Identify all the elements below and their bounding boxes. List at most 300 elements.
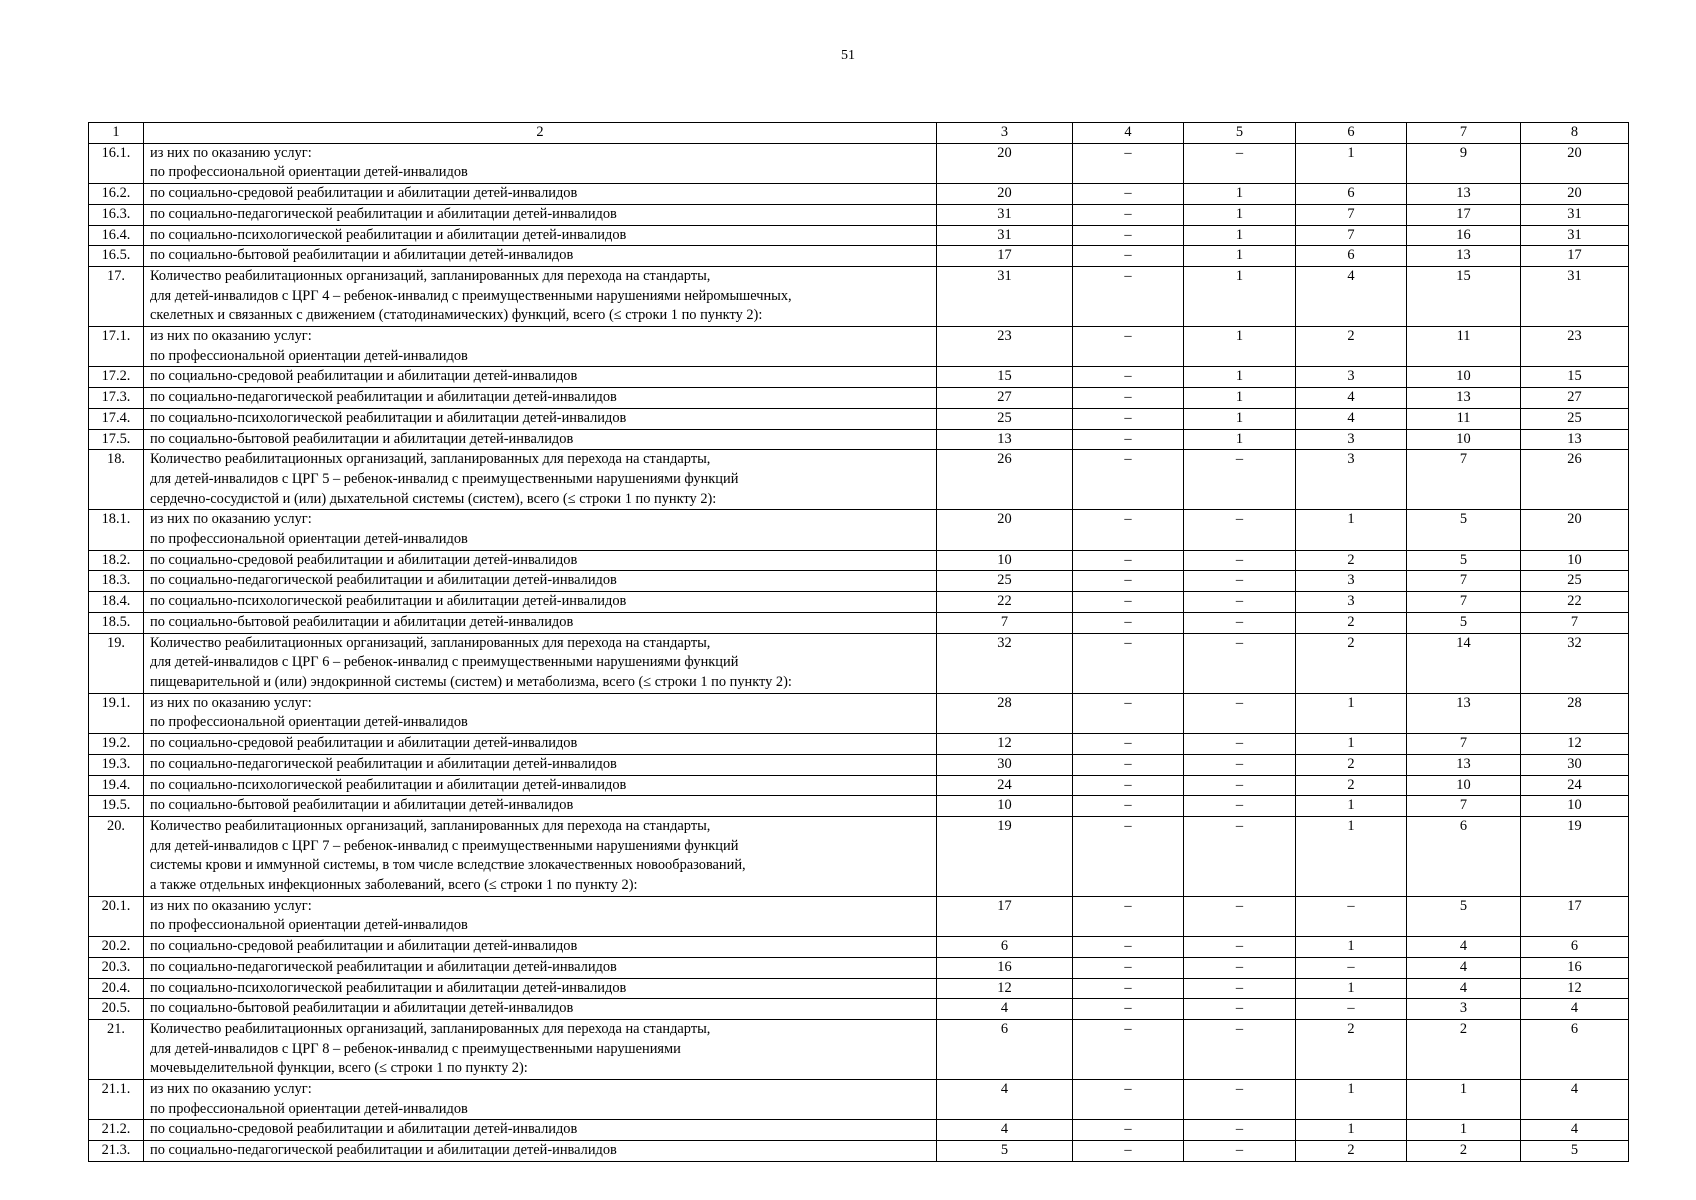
value-cell-col-3: 12: [937, 734, 1073, 755]
table-row: [89, 592, 1629, 613]
value-cell-col-7: 5: [1407, 510, 1521, 550]
value-cell-col-4: –: [1073, 266, 1184, 326]
value-cell-col-8: 30: [1521, 754, 1629, 775]
description-line: для детей-инвалидов с ЦРГ 5 – ребенок-инвалид с преимущественными нарушениями функций: [150, 470, 739, 487]
description-line: по социально-средовой реабилитации и абилитации детей-инвалидов: [150, 368, 578, 385]
description-cell: [144, 143, 937, 183]
value-cell-col-3: 23: [937, 327, 1073, 367]
value-cell-col-3: 24: [937, 775, 1073, 796]
value-cell-col-5: –: [1184, 592, 1296, 613]
description-cell: [144, 1019, 937, 1079]
value-cell-col-5: –: [1184, 612, 1296, 633]
description-cell: [144, 1141, 937, 1162]
value-cell-col-4: –: [1073, 550, 1184, 571]
value-cell-col-3: 30: [937, 754, 1073, 775]
value-cell-col-5: 1: [1184, 367, 1296, 388]
value-cell-col-7: 7: [1407, 734, 1521, 755]
value-cell-col-7: 1: [1407, 1120, 1521, 1141]
value-cell-col-6: 2: [1296, 327, 1407, 367]
row-number-cell: 21.3.: [89, 1141, 144, 1162]
value-cell-col-7: 11: [1407, 327, 1521, 367]
value-cell-col-7: 2: [1407, 1019, 1521, 1079]
value-cell-col-4: –: [1073, 816, 1184, 896]
value-cell-col-8: 4: [1521, 1080, 1629, 1120]
value-cell-col-4: –: [1073, 796, 1184, 817]
description-line: из них по оказанию услуг:: [150, 144, 312, 161]
description-line: из них по оказанию услуг:: [150, 328, 312, 345]
table-row: [89, 429, 1629, 450]
row-number-cell: 17.3.: [89, 388, 144, 409]
value-cell-col-5: –: [1184, 978, 1296, 999]
value-cell-col-6: 3: [1296, 367, 1407, 388]
table-row: [89, 367, 1629, 388]
description-line: по профессиональной ориентации детей-инвалидов: [150, 714, 468, 731]
description-cell: [144, 571, 937, 592]
value-cell-col-5: –: [1184, 450, 1296, 510]
value-cell-col-8: 10: [1521, 550, 1629, 571]
value-cell-col-4: –: [1073, 204, 1184, 225]
value-cell-col-5: 1: [1184, 327, 1296, 367]
value-cell-col-3: 31: [937, 266, 1073, 326]
table-row: [89, 266, 1629, 326]
description-line: по социально-средовой реабилитации и абилитации детей-инвалидов: [150, 185, 578, 202]
value-cell-col-5: 1: [1184, 225, 1296, 246]
description-line: по социально-средовой реабилитации и абилитации детей-инвалидов: [150, 938, 578, 955]
value-cell-col-6: 1: [1296, 937, 1407, 958]
value-cell-col-7: 7: [1407, 571, 1521, 592]
value-cell-col-4: –: [1073, 1120, 1184, 1141]
description-cell: [144, 266, 937, 326]
column-header: 3: [937, 123, 1073, 144]
table-row: [89, 408, 1629, 429]
value-cell-col-4: –: [1073, 775, 1184, 796]
row-number-cell: 20.: [89, 816, 144, 896]
value-cell-col-3: 26: [937, 450, 1073, 510]
value-cell-col-6: 2: [1296, 633, 1407, 693]
description-cell: [144, 896, 937, 936]
value-cell-col-3: 16: [937, 957, 1073, 978]
value-cell-col-5: 1: [1184, 266, 1296, 326]
value-cell-col-4: –: [1073, 388, 1184, 409]
value-cell-col-7: 13: [1407, 388, 1521, 409]
value-cell-col-6: 4: [1296, 388, 1407, 409]
table-row: [89, 510, 1629, 550]
value-cell-col-5: –: [1184, 571, 1296, 592]
description-cell: [144, 937, 937, 958]
row-number-cell: 19.2.: [89, 734, 144, 755]
value-cell-col-8: 17: [1521, 896, 1629, 936]
description-cell: [144, 754, 937, 775]
row-number-cell: 21.1.: [89, 1080, 144, 1120]
value-cell-col-7: 15: [1407, 266, 1521, 326]
description-cell: [144, 408, 937, 429]
value-cell-col-6: 6: [1296, 246, 1407, 267]
value-cell-col-8: 7: [1521, 612, 1629, 633]
table-row: [89, 1141, 1629, 1162]
description-line: Количество реабилитационных организаций, запланированных для перехода на стандарты,: [150, 267, 711, 284]
value-cell-col-5: –: [1184, 796, 1296, 817]
description-line: сердечно-сосудистой и (или) дыхательной системы (систем), всего (≤ строки 1 по пункту 2):: [150, 490, 717, 507]
value-cell-col-4: –: [1073, 246, 1184, 267]
table-row: [89, 978, 1629, 999]
value-cell-col-7: 1: [1407, 1080, 1521, 1120]
value-cell-col-3: 31: [937, 204, 1073, 225]
value-cell-col-4: –: [1073, 143, 1184, 183]
description-line: по профессиональной ориентации детей-инвалидов: [150, 164, 468, 181]
value-cell-col-7: 13: [1407, 246, 1521, 267]
description-line: мочевыделительной функции, всего (≤ строки 1 по пункту 2):: [150, 1060, 528, 1077]
description-line: по социально-бытовой реабилитации и абилитации детей-инвалидов: [150, 797, 574, 814]
value-cell-col-3: 22: [937, 592, 1073, 613]
description-line: из них по оказанию услуг:: [150, 511, 312, 528]
table-row: [89, 796, 1629, 817]
value-cell-col-5: 1: [1184, 184, 1296, 205]
description-line: по социально-педагогической реабилитации и абилитации детей-инвалидов: [150, 205, 617, 222]
value-cell-col-4: –: [1073, 510, 1184, 550]
description-line: Количество реабилитационных организаций, запланированных для перехода на стандарты,: [150, 817, 711, 834]
value-cell-col-7: 16: [1407, 225, 1521, 246]
row-number-cell: 20.2.: [89, 937, 144, 958]
description-line: по социально-бытовой реабилитации и абилитации детей-инвалидов: [150, 247, 574, 264]
value-cell-col-8: 24: [1521, 775, 1629, 796]
row-number-cell: 17.: [89, 266, 144, 326]
description-line: Количество реабилитационных организаций, запланированных для перехода на стандарты,: [150, 1020, 711, 1037]
value-cell-col-4: –: [1073, 571, 1184, 592]
value-cell-col-3: 31: [937, 225, 1073, 246]
value-cell-col-8: 31: [1521, 266, 1629, 326]
value-cell-col-8: 22: [1521, 592, 1629, 613]
value-cell-col-8: 31: [1521, 225, 1629, 246]
description-cell: [144, 1080, 937, 1120]
description-line: по социально-бытовой реабилитации и абилитации детей-инвалидов: [150, 430, 574, 447]
value-cell-col-5: –: [1184, 1141, 1296, 1162]
value-cell-col-8: 27: [1521, 388, 1629, 409]
table-row: [89, 896, 1629, 936]
value-cell-col-8: 23: [1521, 327, 1629, 367]
table-row: [89, 999, 1629, 1020]
row-number-cell: 19.1.: [89, 693, 144, 733]
description-line: по социально-педагогической реабилитации и абилитации детей-инвалидов: [150, 755, 617, 772]
value-cell-col-8: 5: [1521, 1141, 1629, 1162]
value-cell-col-5: –: [1184, 1080, 1296, 1120]
row-number-cell: 19.3.: [89, 754, 144, 775]
value-cell-col-5: –: [1184, 937, 1296, 958]
value-cell-col-4: –: [1073, 612, 1184, 633]
description-line: по социально-педагогической реабилитации и абилитации детей-инвалидов: [150, 389, 617, 406]
description-cell: [144, 246, 937, 267]
description-cell: [144, 1120, 937, 1141]
description-cell: [144, 978, 937, 999]
value-cell-col-6: 2: [1296, 754, 1407, 775]
value-cell-col-3: 17: [937, 246, 1073, 267]
value-cell-col-8: 4: [1521, 999, 1629, 1020]
description-line: по социально-средовой реабилитации и абилитации детей-инвалидов: [150, 1121, 578, 1138]
description-line: для детей-инвалидов с ЦРГ 6 – ребенок-инвалид с преимущественными нарушениями функций: [150, 654, 739, 671]
value-cell-col-7: 6: [1407, 816, 1521, 896]
value-cell-col-3: 15: [937, 367, 1073, 388]
value-cell-col-5: 1: [1184, 204, 1296, 225]
value-cell-col-5: 1: [1184, 246, 1296, 267]
row-number-cell: 17.4.: [89, 408, 144, 429]
value-cell-col-6: 2: [1296, 550, 1407, 571]
value-cell-col-3: 5: [937, 1141, 1073, 1162]
value-cell-col-6: 1: [1296, 1120, 1407, 1141]
row-number-cell: 16.2.: [89, 184, 144, 205]
table-row: [89, 1080, 1629, 1120]
value-cell-col-6: 7: [1296, 204, 1407, 225]
description-line: по социально-средовой реабилитации и абилитации детей-инвалидов: [150, 551, 578, 568]
value-cell-col-3: 20: [937, 143, 1073, 183]
value-cell-col-6: 4: [1296, 266, 1407, 326]
value-cell-col-8: 4: [1521, 1120, 1629, 1141]
row-number-cell: 16.3.: [89, 204, 144, 225]
row-number-cell: 21.2.: [89, 1120, 144, 1141]
description-line: по профессиональной ориентации детей-инвалидов: [150, 347, 468, 364]
value-cell-col-6: 3: [1296, 450, 1407, 510]
value-cell-col-7: 10: [1407, 775, 1521, 796]
value-cell-col-5: –: [1184, 999, 1296, 1020]
value-cell-col-6: 1: [1296, 1080, 1407, 1120]
value-cell-col-5: –: [1184, 1019, 1296, 1079]
value-cell-col-4: –: [1073, 937, 1184, 958]
row-number-cell: 18.5.: [89, 612, 144, 633]
description-line: для детей-инвалидов с ЦРГ 7 – ребенок-инвалид с преимущественными нарушениями функций: [150, 837, 739, 854]
row-number-cell: 19.: [89, 633, 144, 693]
table-row: [89, 816, 1629, 896]
description-line: Количество реабилитационных организаций, запланированных для перехода на стандарты,: [150, 634, 711, 651]
description-cell: [144, 775, 937, 796]
value-cell-col-3: 19: [937, 816, 1073, 896]
value-cell-col-4: –: [1073, 734, 1184, 755]
table-row: [89, 734, 1629, 755]
value-cell-col-8: 25: [1521, 408, 1629, 429]
description-cell: [144, 367, 937, 388]
description-line: а также отдельных инфекционных заболеваний, всего (≤ строки 1 по пункту 2):: [150, 877, 638, 894]
value-cell-col-5: 1: [1184, 388, 1296, 409]
description-cell: [144, 429, 937, 450]
value-cell-col-5: –: [1184, 775, 1296, 796]
description-line: по социально-психологической реабилитации и абилитации детей-инвалидов: [150, 593, 627, 610]
value-cell-col-3: 25: [937, 408, 1073, 429]
description-line: по социально-бытовой реабилитации и абилитации детей-инвалидов: [150, 1000, 574, 1017]
row-number-cell: 19.5.: [89, 796, 144, 817]
value-cell-col-4: –: [1073, 754, 1184, 775]
value-cell-col-6: 3: [1296, 592, 1407, 613]
value-cell-col-7: 3: [1407, 999, 1521, 1020]
description-line: по социально-психологической реабилитации и абилитации детей-инвалидов: [150, 409, 627, 426]
value-cell-col-6: 1: [1296, 143, 1407, 183]
value-cell-col-4: –: [1073, 1019, 1184, 1079]
description-cell: [144, 225, 937, 246]
value-cell-col-8: 6: [1521, 1019, 1629, 1079]
value-cell-col-7: 2: [1407, 1141, 1521, 1162]
description-cell: [144, 734, 937, 755]
description-line: пищеварительной и (или) эндокринной системы (систем) и метаболизма, всего (≤ строки 1 по пункту 2):: [150, 673, 792, 690]
value-cell-col-6: 1: [1296, 796, 1407, 817]
description-line: по социально-психологической реабилитации и абилитации детей-инвалидов: [150, 226, 627, 243]
value-cell-col-4: –: [1073, 999, 1184, 1020]
value-cell-col-8: 12: [1521, 978, 1629, 999]
table-row: [89, 143, 1629, 183]
value-cell-col-6: 2: [1296, 1019, 1407, 1079]
value-cell-col-5: 1: [1184, 429, 1296, 450]
value-cell-col-8: 25: [1521, 571, 1629, 592]
value-cell-col-4: –: [1073, 1080, 1184, 1120]
value-cell-col-7: 13: [1407, 184, 1521, 205]
value-cell-col-7: 7: [1407, 796, 1521, 817]
row-number-cell: 18.: [89, 450, 144, 510]
description-line: по профессиональной ориентации детей-инвалидов: [150, 1100, 468, 1117]
value-cell-col-7: 4: [1407, 937, 1521, 958]
value-cell-col-5: –: [1184, 896, 1296, 936]
description-line: по социально-педагогической реабилитации и абилитации детей-инвалидов: [150, 1142, 617, 1159]
value-cell-col-4: –: [1073, 693, 1184, 733]
value-cell-col-6: 2: [1296, 612, 1407, 633]
table-row: [89, 450, 1629, 510]
description-line: системы крови и иммунной системы, в том числе вследствие злокачественных новообразований,: [150, 857, 746, 874]
value-cell-col-4: –: [1073, 978, 1184, 999]
value-cell-col-6: 1: [1296, 734, 1407, 755]
row-number-cell: 17.1.: [89, 327, 144, 367]
value-cell-col-5: –: [1184, 734, 1296, 755]
value-cell-col-5: –: [1184, 510, 1296, 550]
column-header: 6: [1296, 123, 1407, 144]
value-cell-col-8: 26: [1521, 450, 1629, 510]
description-cell: [144, 450, 937, 510]
description-cell: [144, 204, 937, 225]
value-cell-col-8: 19: [1521, 816, 1629, 896]
value-cell-col-7: 13: [1407, 754, 1521, 775]
description-line: из них по оказанию услуг:: [150, 897, 312, 914]
value-cell-col-4: –: [1073, 327, 1184, 367]
value-cell-col-5: –: [1184, 550, 1296, 571]
column-header: 2: [144, 123, 937, 144]
value-cell-col-8: 16: [1521, 957, 1629, 978]
row-number-cell: 20.4.: [89, 978, 144, 999]
description-line: по социально-средовой реабилитации и абилитации детей-инвалидов: [150, 735, 578, 752]
value-cell-col-8: 13: [1521, 429, 1629, 450]
description-line: из них по оказанию услуг:: [150, 1081, 312, 1098]
value-cell-col-8: 28: [1521, 693, 1629, 733]
value-cell-col-8: 31: [1521, 204, 1629, 225]
description-cell: [144, 816, 937, 896]
value-cell-col-3: 4: [937, 1120, 1073, 1141]
table-row: [89, 246, 1629, 267]
table-row: [89, 571, 1629, 592]
value-cell-col-8: 15: [1521, 367, 1629, 388]
table-row: [89, 1019, 1629, 1079]
value-cell-col-3: 17: [937, 896, 1073, 936]
value-cell-col-6: 6: [1296, 184, 1407, 205]
value-cell-col-4: –: [1073, 1141, 1184, 1162]
table-row: [89, 612, 1629, 633]
value-cell-col-7: 10: [1407, 367, 1521, 388]
value-cell-col-3: 6: [937, 937, 1073, 958]
value-cell-col-5: –: [1184, 1120, 1296, 1141]
value-cell-col-5: –: [1184, 633, 1296, 693]
row-number-cell: 16.5.: [89, 246, 144, 267]
description-line: по социально-психологической реабилитации и абилитации детей-инвалидов: [150, 979, 627, 996]
value-cell-col-5: 1: [1184, 408, 1296, 429]
value-cell-col-7: 9: [1407, 143, 1521, 183]
row-number-cell: 18.4.: [89, 592, 144, 613]
value-cell-col-8: 20: [1521, 143, 1629, 183]
value-cell-col-7: 7: [1407, 450, 1521, 510]
description-cell: [144, 957, 937, 978]
value-cell-col-4: –: [1073, 896, 1184, 936]
table-row: [89, 184, 1629, 205]
value-cell-col-3: 20: [937, 184, 1073, 205]
description-cell: [144, 592, 937, 613]
row-number-cell: 18.3.: [89, 571, 144, 592]
value-cell-col-7: 17: [1407, 204, 1521, 225]
description-cell: [144, 612, 937, 633]
column-header: 5: [1184, 123, 1296, 144]
value-cell-col-6: 1: [1296, 978, 1407, 999]
value-cell-col-6: –: [1296, 896, 1407, 936]
table-row: [89, 937, 1629, 958]
table-row: [89, 225, 1629, 246]
value-cell-col-4: –: [1073, 184, 1184, 205]
value-cell-col-8: 10: [1521, 796, 1629, 817]
value-cell-col-3: 25: [937, 571, 1073, 592]
description-line: по социально-педагогической реабилитации и абилитации детей-инвалидов: [150, 958, 617, 975]
value-cell-col-6: 1: [1296, 816, 1407, 896]
table-row: [89, 204, 1629, 225]
data-table: [88, 122, 1629, 1162]
value-cell-col-7: 14: [1407, 633, 1521, 693]
value-cell-col-4: –: [1073, 367, 1184, 388]
value-cell-col-4: –: [1073, 957, 1184, 978]
value-cell-col-4: –: [1073, 633, 1184, 693]
value-cell-col-3: 12: [937, 978, 1073, 999]
table-row: [89, 957, 1629, 978]
description-line: по социально-бытовой реабилитации и абилитации детей-инвалидов: [150, 613, 574, 630]
value-cell-col-8: 20: [1521, 510, 1629, 550]
row-number-cell: 18.1.: [89, 510, 144, 550]
row-number-cell: 17.5.: [89, 429, 144, 450]
value-cell-col-3: 4: [937, 999, 1073, 1020]
value-cell-col-8: 12: [1521, 734, 1629, 755]
row-number-cell: 17.2.: [89, 367, 144, 388]
value-cell-col-8: 17: [1521, 246, 1629, 267]
table-row: [89, 327, 1629, 367]
table-row: [89, 754, 1629, 775]
description-cell: [144, 633, 937, 693]
row-number-cell: 16.1.: [89, 143, 144, 183]
value-cell-col-6: 7: [1296, 225, 1407, 246]
description-line: по социально-педагогической реабилитации и абилитации детей-инвалидов: [150, 572, 617, 589]
value-cell-col-4: –: [1073, 592, 1184, 613]
value-cell-col-8: 20: [1521, 184, 1629, 205]
table-body: [89, 123, 1629, 1162]
value-cell-col-3: 20: [937, 510, 1073, 550]
description-cell: [144, 388, 937, 409]
row-number-cell: 20.3.: [89, 957, 144, 978]
value-cell-col-7: 5: [1407, 612, 1521, 633]
description-line: для детей-инвалидов с ЦРГ 8 – ребенок-инвалид с преимущественными нарушениями: [150, 1040, 681, 1057]
value-cell-col-5: –: [1184, 816, 1296, 896]
value-cell-col-6: 4: [1296, 408, 1407, 429]
value-cell-col-7: 7: [1407, 592, 1521, 613]
value-cell-col-3: 32: [937, 633, 1073, 693]
value-cell-col-3: 6: [937, 1019, 1073, 1079]
description-line: по профессиональной ориентации детей-инвалидов: [150, 531, 468, 548]
value-cell-col-6: 2: [1296, 775, 1407, 796]
table-row: [89, 633, 1629, 693]
value-cell-col-4: –: [1073, 429, 1184, 450]
value-cell-col-3: 4: [937, 1080, 1073, 1120]
